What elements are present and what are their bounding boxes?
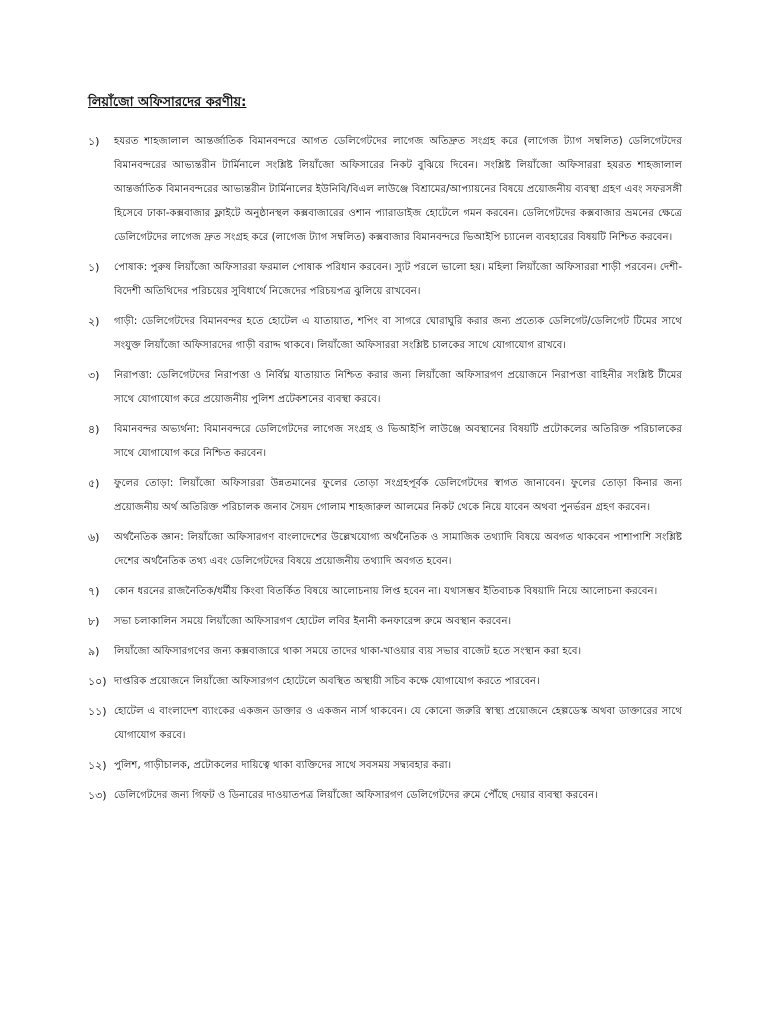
list-item: [88, 364, 682, 412]
item-number: ৭): [88, 585, 100, 598]
item-number: ৯): [88, 645, 100, 658]
item-text: হযরত শাহজালাল আন্তর্জাতিক বিমানবন্দরে আগত ডেলিগেটদের লাগেজ অতিদ্রুত সংগ্রহ করে (লাগেজ ট্যাগ সম্বলিত) ডেলিগেটদের বিমানবন্দরের আভ্যন্তরীন টার্মিনালে সংশ্লিষ্ট লিয়াঁজো অফিসারের নিকট বুঝিয়ে দিবেন। সংশ্লিষ্ট লিয়াঁজো অফিসাররা হযরত শাহজালাল আন্তর্জাতিক বিমানবন্দরের আভ্যন্তরীন টার্মিনালের ইউনিবি/বিএল লাউঞ্জে বিশ্রামের/আপ্যায়নের বিষয়ে প্রয়োজনীয় ব্যবস্থা গ্রহণ এবং সফরসঙ্গী হিসেবে ঢাকা-কক্সবাজার ফ্লাইটে অনুষ্ঠানস্থল কক্সবাজারের ওশান প্যারাডাইজ হোটেলে গমন করবেন। ডেলিগেটদের কক্সবাজার ভ্রমনের ক্ষেত্রে ডেলিগেটদের লাগেজ দ্রুত সংগ্রহ করে (লাগেজ ট্যাগ সম্বলিত) কক্সবাজার বিমানবন্দরে ভিআইপি চ্যানেল ব্যবহারের বিষয়টি নিশ্চিত করবেন।: [114, 136, 682, 243]
item-text: বিমানবন্দর অভ্যর্থনা: বিমানবন্দরে ডেলিগেটদের লাগেজ সংগ্রহ ও ভিআইপি লাউঞ্জে অবস্থানের বিষয়টি প্রটোকলের অতিরিক্ত পরিচালকের সাথে যোগাযোগ করে নিশ্চিত করবেন।: [114, 424, 682, 459]
item-text: কোন ধরনের রাজনৈতিক/ধর্মীয় কিংবা বিতর্কিত বিষয়ে আলোচনায় লিপ্ত হবেন না। যথাসম্ভব ইতিবাচক বিষয়াদি নিয়ে আলোচনা করবেন।: [114, 586, 658, 597]
list-item: [88, 472, 682, 520]
item-text: গাড়ী: ডেলিগেটদের বিমানবন্দর হতে হোটেল এ যাতায়াত, শপিং বা সাগরে ঘোরাঘুরি করার জন্য প্রত্যেক ডেলিগেট/ডেলিগেট টিমের সাথে সংযুক্ত লিয়াঁজো অফিসারদের গাড়ী বরাদ্দ থাকবে। লিয়াঁজো অফিসাররা সংশ্লিষ্ট চালকের সাথে যোগাযোগ রাখবে।: [114, 316, 682, 351]
item-number: ৪): [88, 423, 100, 436]
item-number: ১): [88, 261, 100, 274]
item-text: পুলিশ, গাড়ীচালক, প্রটোকলের দায়িত্বে থাকা ব্যক্তিদের সাথে সবসময় সদ্ব্যবহার করা।: [114, 760, 452, 771]
list-item: [88, 610, 682, 634]
list-item: [88, 700, 682, 748]
item-text: নিরাপত্তা: ডেলিগেটদের নিরাপত্তা ও নির্বিঘ্ন যাতায়াত নিশ্চিত করার জন্য লিয়াঁজো অফিসারগণ প্রয়োজনে নিরাপত্তা বাহিনীর সংশ্লিষ্ট টীমের সাথে যোগাযোগ করে প্রয়োজনীয় পুলিশ প্রটেকশনের ব্যবস্থা করবে।: [114, 370, 682, 405]
item-number: ১০): [88, 675, 107, 688]
item-text: ডেলিগেটদের জন্য গিফট ও ডিনারের দাওয়াতপত্র লিয়াঁজো অফিসারগণ ডেলিগেটদের রুমে পৌঁছে দেয়ার ব্যবস্থা করবেন।: [114, 790, 598, 801]
item-number: ৩): [88, 369, 100, 382]
page-title: লিয়াঁজো অফিসারদের করণীয়:: [88, 95, 247, 110]
item-number: ৫): [88, 477, 100, 490]
list-item: [88, 640, 682, 664]
item-number: ৮): [88, 615, 100, 628]
item-number: ১২): [88, 759, 107, 772]
item-number: ১১): [88, 705, 107, 718]
item-number: ৬): [88, 531, 100, 544]
item-text: ফুলের তোড়া: লিয়াঁজো অফিসাররা উন্নতমানের ফুলের তোড়া সংগ্রহপূর্বক ডেলিগেটদের স্বাগত জানাবেন। ফুলের তোড়া কিনার জন্য প্রয়োজনীয় অর্থ অতিরিক্ত পরিচালক জনাব সৈয়দ গোলাম শাহজারুল আলমের নিকট থেকে নিয়ে যাবেন অথবা পুনর্ভরন গ্রহণ করবেন।: [114, 478, 682, 513]
list-item: [88, 784, 682, 808]
item-number: ১৩): [88, 789, 107, 802]
item-text: অর্থনৈতিক জ্ঞান: লিয়াঁজো অফিসারগণ বাংলাদেশের উল্লেখযোগ্য অর্থনৈতিক ও সামাজিক তথ্যাদি বিষয়ে অবগত থাকবেন পাশাপাশি সংশ্লিষ্ট দেশের অর্থনৈতিক তথ্য এবং ডেলিগেটদের বিষয়ে প্রয়োজনীয় তথ্যাদি অবগত হবেন।: [114, 532, 682, 567]
item-text: পোষাক: পুরুষ লিয়াঁজো অফিসাররা ফরমাল পোষাক পরিধান করবেন। স্যুট পরলে ভালো হয়। মহিলা লিয়াঁজো অফিসাররা শাড়ী পরবেন। দেশী-বিদেশী অতিথিদের পরিচয়ের সুবিধার্থে নিজেদের পরিচয়পত্র ঝুলিয়ে রাখবেন।: [114, 262, 682, 297]
list-item: [88, 580, 682, 604]
instruction-list: [88, 130, 682, 808]
list-item: [88, 418, 682, 466]
list-item: [88, 130, 682, 250]
list-item: [88, 526, 682, 574]
list-item: [88, 670, 682, 694]
item-text: দাপ্তরিক প্রয়োজনে লিয়াঁজো অফিসারগণ হোটেলে অবস্থিত অস্থায়ী সচিব কক্ষে যোগাযোগ করতে পারবেন।: [114, 676, 540, 687]
item-text: হোটেল এ বাংলাদেশ ব্যাংকের একজন ডাক্তার ও একজন নার্স থাকবেন। যে কোনো জরুরি স্বাস্থ্য প্রয়োজনে হেল্পডেস্ক অথবা ডাক্তারের সাথে যোগাযোগ করবে।: [114, 706, 682, 741]
list-item: [88, 310, 682, 358]
item-number: ২): [88, 315, 100, 328]
list-item: [88, 754, 682, 778]
list-item: [88, 256, 682, 304]
item-text: লিয়াঁজো অফিসারগণের জন্য কক্সবাজারে থাকা সময়ে তাদের থাকা-খাওয়ার ব্যয় সভার বাজেট হতে সংস্থান করা হবে।: [114, 646, 582, 657]
item-text: সভা চলাকালিন সময়ে লিয়াঁজো অফিসারগণ হোটেল লবির ইনানী কনফারেন্স রুমে অবস্থান করবেন।: [114, 616, 512, 627]
item-number: ১): [88, 135, 100, 148]
